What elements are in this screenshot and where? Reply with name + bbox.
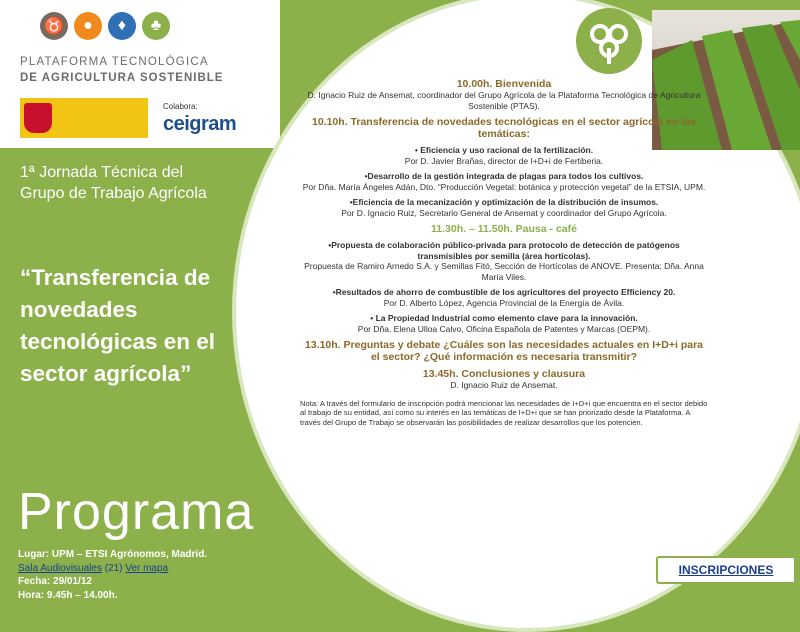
platform-logo — [40, 12, 170, 40]
inscripciones-label: INSCRIPCIONES — [678, 563, 774, 577]
programa-heading: Programa — [18, 483, 255, 541]
section-clausura-title: 13.45h. Conclusiones y clausura — [422, 368, 586, 380]
header-logo-area — [0, 0, 280, 148]
sala-line — [18, 562, 207, 576]
pausa-cafe: 11.30h. – 11.50h. Pausa - café — [431, 223, 577, 235]
water-drop-icon: ♦ — [108, 12, 136, 40]
plant-icon: ♣ — [142, 12, 170, 40]
platform-name-line2: DE AGRICULTURA SOSTENIBLE — [20, 72, 224, 84]
topic-mecanizacion-title: •Eficiencia de la mecanización y optimización de la distribución de insumos. — [349, 197, 659, 207]
topic-patogenos-speaker: Propuesta de Ramiro Arnedo S.A. y Semillas Fitó, Sección de Hortícolas de ANOVE. Presenta: Dña. Anna María Viles. — [304, 261, 704, 282]
topic-fertilizacion-speaker: Por D. Javier Brañas, director de I+D+i de Fertiberia. — [404, 155, 604, 166]
topic-propiedad-speaker: Por Dña. Elena Ulloa Calvo, Oficina Española de Patentes y Marcas (OEPM). — [357, 323, 651, 334]
nota-text: Nota: A través del formulario de inscripción podrá mencionar las necesidades de I+D+i que encuentra en el sector debido al trabajo de su entidad, así como su interés en las temáticas de I+D+i que se han priorizado desde la Plataforma. A través del Grupo de Trabajo se observarán las posibilidades de realizar desarrollos que los potencien. — [300, 398, 708, 427]
spain-crest-icon — [24, 103, 52, 133]
section-bienvenida-text: D. Ignacio Ruiz de Ansemat, coordinador del Grupo Agrícola de la Plataforma Tecnológica de Agricultura Sostenible (PTAS). — [307, 90, 701, 111]
topic-propiedad-title: • La Propiedad Industrial como elemento clave para la innovación. — [370, 313, 638, 323]
ministry-logo — [20, 98, 148, 138]
topic-mecanizacion-speaker: Por D. Ignacio Ruiz, Secretario General de Ansemat y coordinador del Grupo Agrícola. — [341, 207, 667, 218]
section-bienvenida-title: 10.00h. Bienvenida — [456, 78, 552, 90]
sala-number: (21) — [101, 562, 126, 574]
event-title: “Transferencia de novedades tecnológicas en el sector agrícola” — [20, 265, 216, 386]
event-info — [18, 548, 207, 602]
topic-plagas-title: •Desarrollo de la gestión integrada de plagas para todos los cultivos. — [364, 171, 644, 181]
ver-mapa-link[interactable]: Ver mapa — [125, 562, 169, 574]
event-subtitle: 1ª Jornada Técnica del Grupo de Trabajo Agrícola — [20, 164, 207, 202]
sun-icon: ● — [74, 12, 102, 40]
ceigram-logo: ceigram — [163, 113, 237, 135]
section-clausura-text: D. Ignacio Ruiz de Ansemat. — [450, 380, 558, 390]
inscripciones-button[interactable] — [656, 556, 796, 584]
topic-fertilizacion-title: • Eficiencia y uso racional de la fertilización. — [414, 145, 594, 155]
topic-patogenos-title: •Propuesta de colaboración público-privada para protocolo de detección de patógenos transmisibles por semilla (área hortícolas). — [328, 240, 680, 261]
colabora-label: Colabora: — [163, 102, 198, 111]
topic-combustible-title: •Resultados de ahorro de combustible de los agricultores del proyecto Efficiency 20. — [332, 287, 676, 297]
sala-link[interactable]: Sala Audiovisuales — [18, 562, 102, 574]
leaf-logo-icon — [576, 8, 642, 74]
cow-icon: ♉ — [40, 12, 68, 40]
program-content — [300, 78, 708, 435]
fecha-text: Fecha: 29/01/12 — [18, 576, 92, 587]
lugar-text: Lugar: UPM – ETSI Agrónomos, Madrid. — [18, 549, 208, 560]
platform-name-line1: PLATAFORMA TECNOLÓGICA — [20, 56, 209, 68]
hora-text: Hora: 9.45h – 14.00h. — [18, 589, 118, 601]
topic-combustible-speaker: Por D. Alberto López, Agencia Provincial de la Energía de Ávila. — [383, 297, 625, 308]
section-transferencia-title: 10.10h. Transferencia de novedades tecnológicas en el sector agrícola en las temáticas: — [312, 116, 696, 140]
section-preguntas-title: 13.10h. Preguntas y debate ¿Cuáles son las necesidades actuales en I+D+i para el sector? ¿Qué información es necesaria transmitir? — [304, 339, 703, 363]
topic-plagas-speaker: Por Dña. María Ángeles Adán, Dto. “Producción Vegetal: botánica y protección vegetal” de la ETSIA, UPM. — [302, 181, 706, 192]
